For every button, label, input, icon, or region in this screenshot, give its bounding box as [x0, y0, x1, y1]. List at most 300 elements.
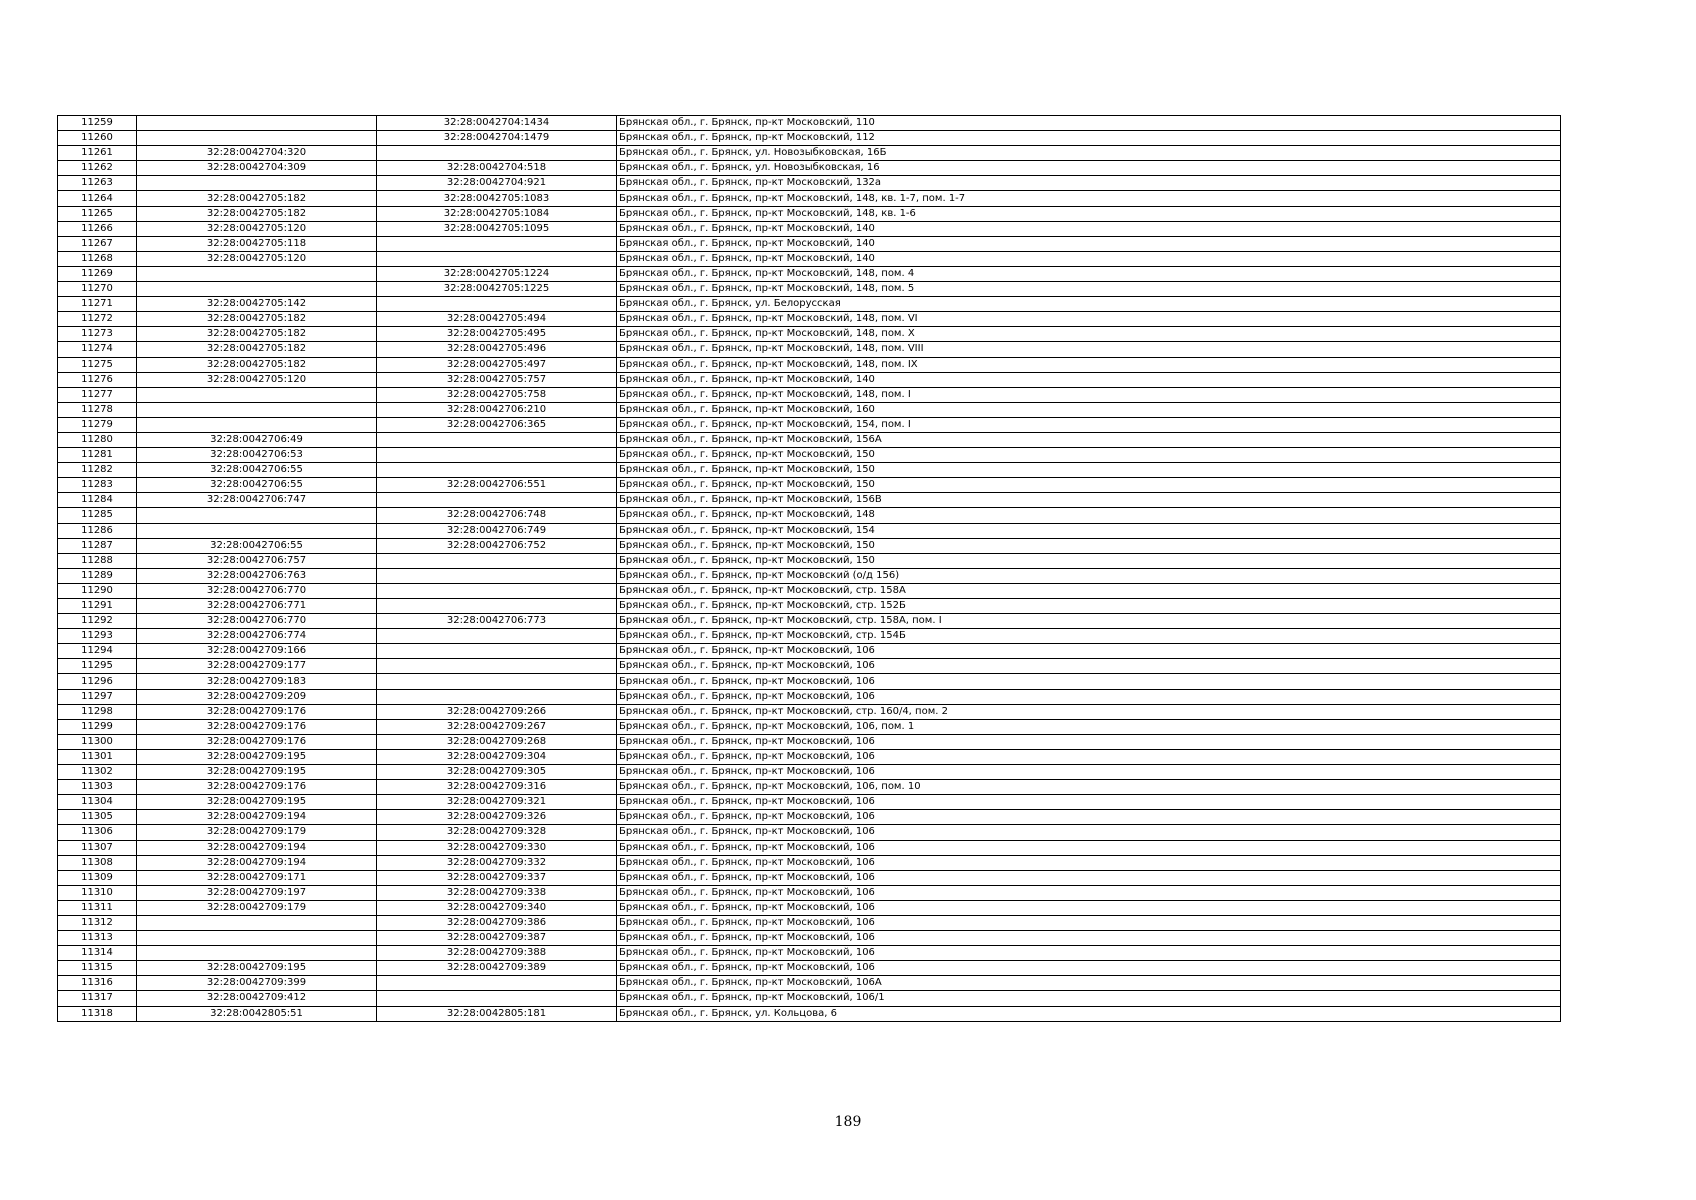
cadastral-number-cell: 32:28:0042705:497: [377, 357, 617, 372]
row-number-cell: 11288: [58, 553, 137, 568]
cadastral-number-cell: [377, 976, 617, 991]
parent-cadastral-number-cell: 32:28:0042706:763: [137, 568, 377, 583]
table-row: [58, 463, 1561, 478]
parent-cadastral-number-cell: 32:28:0042706:757: [137, 553, 377, 568]
address-cell: Брянская обл., г. Брянск, пр-кт Московский, 112: [617, 131, 1561, 146]
address-cell: Брянская обл., г. Брянск, ул. Белорусская: [617, 297, 1561, 312]
address-cell: Брянская обл., г. Брянск, пр-кт Московский, 148, пом. X: [617, 327, 1561, 342]
cadastral-number-cell: [377, 689, 617, 704]
table-row: [58, 674, 1561, 689]
cadastral-number-cell: 32:28:0042709:338: [377, 885, 617, 900]
parent-cadastral-number-cell: 32:28:0042705:182: [137, 312, 377, 327]
address-cell: Брянская обл., г. Брянск, пр-кт Московский, 150: [617, 538, 1561, 553]
address-cell: Брянская обл., г. Брянск, пр-кт Московский, 140: [617, 236, 1561, 251]
cadastral-number-cell: [377, 463, 617, 478]
parent-cadastral-number-cell: 32:28:0042706:55: [137, 538, 377, 553]
address-cell: Брянская обл., г. Брянск, пр-кт Московский, 148, кв. 1-7, пом. 1-7: [617, 191, 1561, 206]
parent-cadastral-number-cell: [137, 402, 377, 417]
row-number-cell: 11271: [58, 297, 137, 312]
address-cell: Брянская обл., г. Брянск, пр-кт Московский, 106: [617, 931, 1561, 946]
row-number-cell: 11287: [58, 538, 137, 553]
parent-cadastral-number-cell: 32:28:0042705:182: [137, 206, 377, 221]
cadastral-number-cell: 32:28:0042705:1225: [377, 282, 617, 297]
parent-cadastral-number-cell: 32:28:0042709:399: [137, 976, 377, 991]
address-cell: Брянская обл., г. Брянск, пр-кт Московский, 106: [617, 915, 1561, 930]
table-row: [58, 795, 1561, 810]
table-row: [58, 765, 1561, 780]
row-number-cell: 11260: [58, 131, 137, 146]
parent-cadastral-number-cell: [137, 931, 377, 946]
row-number-cell: 11316: [58, 976, 137, 991]
table-row: [58, 327, 1561, 342]
row-number-cell: 11267: [58, 236, 137, 251]
cadastral-number-cell: 32:28:0042709:389: [377, 961, 617, 976]
parent-cadastral-number-cell: 32:28:0042709:195: [137, 961, 377, 976]
address-cell: Брянская обл., г. Брянск, пр-кт Московский, 106А: [617, 976, 1561, 991]
address-cell: Брянская обл., г. Брянск, пр-кт Московский, 106, пом. 1: [617, 719, 1561, 734]
parent-cadastral-number-cell: [137, 915, 377, 930]
cadastral-number-cell: [377, 629, 617, 644]
table-row: [58, 749, 1561, 764]
table-row: [58, 583, 1561, 598]
row-number-cell: 11262: [58, 161, 137, 176]
row-number-cell: 11277: [58, 387, 137, 402]
table-row: [58, 357, 1561, 372]
row-number-cell: 11268: [58, 251, 137, 266]
table-row: [58, 614, 1561, 629]
row-number-cell: 11299: [58, 719, 137, 734]
address-cell: Брянская обл., г. Брянск, пр-кт Московский, 150: [617, 553, 1561, 568]
table-row: [58, 870, 1561, 885]
cadastral-number-cell: [377, 146, 617, 161]
address-cell: Брянская обл., г. Брянск, пр-кт Московский, 150: [617, 448, 1561, 463]
parent-cadastral-number-cell: 32:28:0042709:179: [137, 825, 377, 840]
address-cell: Брянская обл., г. Брянск, пр-кт Московский, стр. 160/4, пом. 2: [617, 704, 1561, 719]
address-cell: Брянская обл., г. Брянск, пр-кт Московский, 148, пом. I: [617, 387, 1561, 402]
table-row: [58, 297, 1561, 312]
row-number-cell: 11307: [58, 840, 137, 855]
cadastral-number-cell: 32:28:0042805:181: [377, 1006, 617, 1021]
cadastral-number-cell: 32:28:0042709:337: [377, 870, 617, 885]
address-cell: Брянская обл., г. Брянск, ул. Кольцова, 6: [617, 1006, 1561, 1021]
address-cell: Брянская обл., г. Брянск, пр-кт Московский, 148, пом. 4: [617, 266, 1561, 281]
row-number-cell: 11298: [58, 704, 137, 719]
row-number-cell: 11295: [58, 659, 137, 674]
row-number-cell: 11306: [58, 825, 137, 840]
table-row: [58, 734, 1561, 749]
table-row: [58, 387, 1561, 402]
table-row: [58, 342, 1561, 357]
table-row: [58, 840, 1561, 855]
cadastral-number-cell: [377, 493, 617, 508]
parent-cadastral-number-cell: [137, 176, 377, 191]
table-row: [58, 659, 1561, 674]
cadastral-number-cell: 32:28:0042705:757: [377, 372, 617, 387]
address-cell: Брянская обл., г. Брянск, пр-кт Московский, 106: [617, 689, 1561, 704]
parent-cadastral-number-cell: 32:28:0042805:51: [137, 1006, 377, 1021]
table-row: [58, 372, 1561, 387]
table-row: [58, 629, 1561, 644]
address-cell: Брянская обл., г. Брянск, пр-кт Московский (о/д 156): [617, 568, 1561, 583]
address-cell: Брянская обл., г. Брянск, пр-кт Московский, 106: [617, 900, 1561, 915]
address-cell: Брянская обл., г. Брянск, пр-кт Московский, 150: [617, 463, 1561, 478]
address-cell: Брянская обл., г. Брянск, пр-кт Московский, 140: [617, 221, 1561, 236]
row-number-cell: 11265: [58, 206, 137, 221]
cadastral-number-cell: 32:28:0042704:1434: [377, 116, 617, 131]
cadastral-number-cell: [377, 991, 617, 1006]
address-cell: Брянская обл., г. Брянск, пр-кт Московский, 148, пом. IX: [617, 357, 1561, 372]
cadastral-number-cell: 32:28:0042709:387: [377, 931, 617, 946]
row-number-cell: 11318: [58, 1006, 137, 1021]
table-row: [58, 855, 1561, 870]
row-number-cell: 11312: [58, 915, 137, 930]
table-row: [58, 976, 1561, 991]
address-cell: Брянская обл., г. Брянск, пр-кт Московский, 106: [617, 825, 1561, 840]
cadastral-number-cell: 32:28:0042705:1084: [377, 206, 617, 221]
cadastral-number-cell: 32:28:0042706:749: [377, 523, 617, 538]
table-row: [58, 991, 1561, 1006]
address-cell: Брянская обл., г. Брянск, пр-кт Московский, стр. 154Б: [617, 629, 1561, 644]
table-row: [58, 946, 1561, 961]
cadastral-number-cell: 32:28:0042705:494: [377, 312, 617, 327]
cadastral-number-cell: 32:28:0042706:365: [377, 417, 617, 432]
parent-cadastral-number-cell: 32:28:0042709:195: [137, 765, 377, 780]
table-row: [58, 508, 1561, 523]
table-row: [58, 538, 1561, 553]
parent-cadastral-number-cell: 32:28:0042709:166: [137, 644, 377, 659]
table-row: [58, 599, 1561, 614]
address-cell: Брянская обл., г. Брянск, пр-кт Московский, 106: [617, 765, 1561, 780]
table-row: [58, 644, 1561, 659]
cadastral-number-cell: 32:28:0042709:388: [377, 946, 617, 961]
table-row: [58, 568, 1561, 583]
row-number-cell: 11291: [58, 599, 137, 614]
parent-cadastral-number-cell: 32:28:0042709:176: [137, 719, 377, 734]
table-row: [58, 553, 1561, 568]
table-row: [58, 689, 1561, 704]
address-cell: Брянская обл., г. Брянск, ул. Новозыбковская, 16: [617, 161, 1561, 176]
address-cell: Брянская обл., г. Брянск, пр-кт Московский, 106: [617, 946, 1561, 961]
row-number-cell: 11266: [58, 221, 137, 236]
table-row: [58, 176, 1561, 191]
parent-cadastral-number-cell: 32:28:0042706:771: [137, 599, 377, 614]
parent-cadastral-number-cell: [137, 387, 377, 402]
parent-cadastral-number-cell: [137, 417, 377, 432]
parent-cadastral-number-cell: 32:28:0042705:182: [137, 342, 377, 357]
parent-cadastral-number-cell: 32:28:0042706:770: [137, 614, 377, 629]
table-row: [58, 116, 1561, 131]
row-number-cell: 11269: [58, 266, 137, 281]
address-cell: Брянская обл., г. Брянск, пр-кт Московский, 106, пом. 10: [617, 780, 1561, 795]
row-number-cell: 11286: [58, 523, 137, 538]
table-row: [58, 146, 1561, 161]
address-cell: Брянская обл., г. Брянск, пр-кт Московский, 106: [617, 734, 1561, 749]
cadastral-number-cell: 32:28:0042709:326: [377, 810, 617, 825]
row-number-cell: 11282: [58, 463, 137, 478]
cadastral-number-cell: [377, 644, 617, 659]
address-cell: Брянская обл., г. Брянск, пр-кт Московский, 140: [617, 251, 1561, 266]
address-cell: Брянская обл., г. Брянск, пр-кт Московский, 106: [617, 810, 1561, 825]
address-cell: Брянская обл., г. Брянск, пр-кт Московский, 156В: [617, 493, 1561, 508]
page-number: 189: [834, 1114, 862, 1130]
address-cell: Брянская обл., г. Брянск, пр-кт Московский, 148, пом. 5: [617, 282, 1561, 297]
row-number-cell: 11275: [58, 357, 137, 372]
cadastral-number-cell: 32:28:0042704:921: [377, 176, 617, 191]
row-number-cell: 11276: [58, 372, 137, 387]
parent-cadastral-number-cell: 32:28:0042705:118: [137, 236, 377, 251]
row-number-cell: 11297: [58, 689, 137, 704]
row-number-cell: 11278: [58, 402, 137, 417]
parent-cadastral-number-cell: 32:28:0042709:195: [137, 749, 377, 764]
parent-cadastral-number-cell: 32:28:0042706:774: [137, 629, 377, 644]
row-number-cell: 11293: [58, 629, 137, 644]
cadastral-number-cell: [377, 659, 617, 674]
parent-cadastral-number-cell: 32:28:0042705:120: [137, 221, 377, 236]
parent-cadastral-number-cell: 32:28:0042709:176: [137, 780, 377, 795]
parent-cadastral-number-cell: 32:28:0042706:55: [137, 463, 377, 478]
parent-cadastral-number-cell: [137, 116, 377, 131]
cadastral-number-cell: [377, 674, 617, 689]
parent-cadastral-number-cell: 32:28:0042709:194: [137, 855, 377, 870]
parent-cadastral-number-cell: 32:28:0042706:49: [137, 432, 377, 447]
row-number-cell: 11283: [58, 478, 137, 493]
row-number-cell: 11274: [58, 342, 137, 357]
row-number-cell: 11292: [58, 614, 137, 629]
parent-cadastral-number-cell: [137, 282, 377, 297]
row-number-cell: 11290: [58, 583, 137, 598]
row-number-cell: 11272: [58, 312, 137, 327]
cadastral-number-cell: 32:28:0042709:267: [377, 719, 617, 734]
row-number-cell: 11273: [58, 327, 137, 342]
address-cell: Брянская обл., г. Брянск, пр-кт Московский, 160: [617, 402, 1561, 417]
parent-cadastral-number-cell: 32:28:0042705:120: [137, 372, 377, 387]
cadastral-number-cell: [377, 599, 617, 614]
cadastral-number-cell: [377, 568, 617, 583]
row-number-cell: 11314: [58, 946, 137, 961]
address-cell: Брянская обл., г. Брянск, пр-кт Московский, 148: [617, 508, 1561, 523]
cadastral-number-cell: 32:28:0042709:266: [377, 704, 617, 719]
row-number-cell: 11309: [58, 870, 137, 885]
parent-cadastral-number-cell: 32:28:0042709:183: [137, 674, 377, 689]
row-number-cell: 11317: [58, 991, 137, 1006]
table-row: [58, 523, 1561, 538]
parent-cadastral-number-cell: [137, 508, 377, 523]
table-row: [58, 885, 1561, 900]
table-row: [58, 478, 1561, 493]
cadastral-number-cell: 32:28:0042705:495: [377, 327, 617, 342]
table-row: [58, 312, 1561, 327]
address-cell: Брянская обл., г. Брянск, пр-кт Московский, 106: [617, 674, 1561, 689]
parent-cadastral-number-cell: 32:28:0042709:195: [137, 795, 377, 810]
parent-cadastral-number-cell: 32:28:0042709:171: [137, 870, 377, 885]
table-row: [58, 191, 1561, 206]
cadastral-number-cell: 32:28:0042705:1224: [377, 266, 617, 281]
table-row: [58, 915, 1561, 930]
parent-cadastral-number-cell: 32:28:0042706:53: [137, 448, 377, 463]
parent-cadastral-number-cell: [137, 946, 377, 961]
row-number-cell: 11281: [58, 448, 137, 463]
address-cell: Брянская обл., г. Брянск, пр-кт Московский, 106: [617, 644, 1561, 659]
property-table: [57, 115, 1561, 1022]
address-cell: Брянская обл., г. Брянск, пр-кт Московский, 106: [617, 795, 1561, 810]
row-number-cell: 11270: [58, 282, 137, 297]
table-row: [58, 448, 1561, 463]
table-row: [58, 432, 1561, 447]
address-cell: Брянская обл., г. Брянск, пр-кт Московский, стр. 152Б: [617, 599, 1561, 614]
cadastral-number-cell: 32:28:0042709:316: [377, 780, 617, 795]
table-row: [58, 931, 1561, 946]
address-cell: Брянская обл., г. Брянск, пр-кт Московский, 154, пом. I: [617, 417, 1561, 432]
address-cell: Брянская обл., г. Брянск, пр-кт Московский, 132а: [617, 176, 1561, 191]
cadastral-number-cell: 32:28:0042709:340: [377, 900, 617, 915]
row-number-cell: 11279: [58, 417, 137, 432]
parent-cadastral-number-cell: 32:28:0042709:412: [137, 991, 377, 1006]
address-cell: Брянская обл., г. Брянск, пр-кт Московский, стр. 158А, пом. I: [617, 614, 1561, 629]
address-cell: Брянская обл., г. Брянск, пр-кт Московский, стр. 158А: [617, 583, 1561, 598]
parent-cadastral-number-cell: 32:28:0042709:197: [137, 885, 377, 900]
parent-cadastral-number-cell: 32:28:0042706:747: [137, 493, 377, 508]
table-row: [58, 221, 1561, 236]
table-row: [58, 266, 1561, 281]
table-row: [58, 780, 1561, 795]
address-cell: Брянская обл., г. Брянск, пр-кт Московский, 106: [617, 855, 1561, 870]
cadastral-number-cell: 32:28:0042709:328: [377, 825, 617, 840]
table-row: [58, 719, 1561, 734]
table-row: [58, 236, 1561, 251]
row-number-cell: 11261: [58, 146, 137, 161]
cadastral-number-cell: [377, 251, 617, 266]
row-number-cell: 11311: [58, 900, 137, 915]
row-number-cell: 11296: [58, 674, 137, 689]
parent-cadastral-number-cell: 32:28:0042709:177: [137, 659, 377, 674]
table-body: [58, 116, 1561, 1022]
address-cell: Брянская обл., г. Брянск, пр-кт Московский, 106: [617, 870, 1561, 885]
table-row: [58, 810, 1561, 825]
table-row: [58, 1006, 1561, 1021]
address-cell: Брянская обл., г. Брянск, пр-кт Московский, 148, пом. VI: [617, 312, 1561, 327]
table-row: [58, 402, 1561, 417]
cadastral-number-cell: 32:28:0042704:1479: [377, 131, 617, 146]
address-cell: Брянская обл., г. Брянск, пр-кт Московский, 106: [617, 749, 1561, 764]
address-cell: Брянская обл., г. Брянск, пр-кт Московский, 106: [617, 659, 1561, 674]
cadastral-number-cell: [377, 448, 617, 463]
address-cell: Брянская обл., г. Брянск, пр-кт Московский, 154: [617, 523, 1561, 538]
table-row: [58, 900, 1561, 915]
parent-cadastral-number-cell: 32:28:0042704:320: [137, 146, 377, 161]
cadastral-number-cell: 32:28:0042705:1083: [377, 191, 617, 206]
parent-cadastral-number-cell: 32:28:0042706:770: [137, 583, 377, 598]
address-cell: Брянская обл., г. Брянск, пр-кт Московский, 106: [617, 885, 1561, 900]
cadastral-number-cell: [377, 553, 617, 568]
cadastral-number-cell: 32:28:0042705:758: [377, 387, 617, 402]
row-number-cell: 11305: [58, 810, 137, 825]
table-row: [58, 251, 1561, 266]
cadastral-number-cell: 32:28:0042709:268: [377, 734, 617, 749]
address-cell: Брянская обл., г. Брянск, пр-кт Московский, 140: [617, 372, 1561, 387]
row-number-cell: 11285: [58, 508, 137, 523]
row-number-cell: 11310: [58, 885, 137, 900]
parent-cadastral-number-cell: [137, 266, 377, 281]
cadastral-number-cell: 32:28:0042706:551: [377, 478, 617, 493]
row-number-cell: 11264: [58, 191, 137, 206]
parent-cadastral-number-cell: 32:28:0042705:120: [137, 251, 377, 266]
parent-cadastral-number-cell: [137, 523, 377, 538]
cadastral-number-cell: 32:28:0042709:321: [377, 795, 617, 810]
parent-cadastral-number-cell: 32:28:0042709:179: [137, 900, 377, 915]
table-row: [58, 131, 1561, 146]
cadastral-number-cell: 32:28:0042706:752: [377, 538, 617, 553]
row-number-cell: 11308: [58, 855, 137, 870]
address-cell: Брянская обл., г. Брянск, пр-кт Московский, 148, пом. VIII: [617, 342, 1561, 357]
parent-cadastral-number-cell: 32:28:0042709:194: [137, 840, 377, 855]
row-number-cell: 11315: [58, 961, 137, 976]
cadastral-number-cell: 32:28:0042709:330: [377, 840, 617, 855]
row-number-cell: 11259: [58, 116, 137, 131]
address-cell: Брянская обл., г. Брянск, пр-кт Московский, 106: [617, 840, 1561, 855]
cadastral-number-cell: 32:28:0042706:748: [377, 508, 617, 523]
address-cell: Брянская обл., г. Брянск, пр-кт Московский, 150: [617, 478, 1561, 493]
row-number-cell: 11304: [58, 795, 137, 810]
cadastral-number-cell: 32:28:0042704:518: [377, 161, 617, 176]
table-row: [58, 825, 1561, 840]
address-cell: Брянская обл., г. Брянск, пр-кт Московский, 106: [617, 961, 1561, 976]
cadastral-number-cell: [377, 236, 617, 251]
row-number-cell: 11284: [58, 493, 137, 508]
cadastral-number-cell: 32:28:0042709:304: [377, 749, 617, 764]
table-row: [58, 417, 1561, 432]
parent-cadastral-number-cell: 32:28:0042704:309: [137, 161, 377, 176]
address-cell: Брянская обл., г. Брянск, пр-кт Московский, 148, кв. 1-6: [617, 206, 1561, 221]
row-number-cell: 11300: [58, 734, 137, 749]
row-number-cell: 11263: [58, 176, 137, 191]
cadastral-number-cell: 32:28:0042705:496: [377, 342, 617, 357]
parent-cadastral-number-cell: 32:28:0042706:55: [137, 478, 377, 493]
address-cell: Брянская обл., г. Брянск, ул. Новозыбковская, 16Б: [617, 146, 1561, 161]
parent-cadastral-number-cell: 32:28:0042705:182: [137, 357, 377, 372]
cadastral-number-cell: 32:28:0042709:386: [377, 915, 617, 930]
row-number-cell: 11303: [58, 780, 137, 795]
row-number-cell: 11289: [58, 568, 137, 583]
cadastral-number-cell: 32:28:0042706:773: [377, 614, 617, 629]
parent-cadastral-number-cell: [137, 131, 377, 146]
cadastral-number-cell: [377, 297, 617, 312]
table-row: [58, 961, 1561, 976]
row-number-cell: 11301: [58, 749, 137, 764]
parent-cadastral-number-cell: 32:28:0042709:176: [137, 704, 377, 719]
parent-cadastral-number-cell: 32:28:0042705:182: [137, 191, 377, 206]
parent-cadastral-number-cell: 32:28:0042709:194: [137, 810, 377, 825]
row-number-cell: 11313: [58, 931, 137, 946]
cadastral-number-cell: [377, 432, 617, 447]
table-row: [58, 704, 1561, 719]
cadastral-number-cell: [377, 583, 617, 598]
table-row: [58, 206, 1561, 221]
table-row: [58, 493, 1561, 508]
cadastral-number-cell: 32:28:0042709:305: [377, 765, 617, 780]
row-number-cell: 11294: [58, 644, 137, 659]
table-row: [58, 161, 1561, 176]
parent-cadastral-number-cell: 32:28:0042709:176: [137, 734, 377, 749]
row-number-cell: 11280: [58, 432, 137, 447]
cadastral-number-cell: 32:28:0042705:1095: [377, 221, 617, 236]
table-row: [58, 282, 1561, 297]
parent-cadastral-number-cell: 32:28:0042705:182: [137, 327, 377, 342]
address-cell: Брянская обл., г. Брянск, пр-кт Московский, 110: [617, 116, 1561, 131]
cadastral-number-cell: 32:28:0042706:210: [377, 402, 617, 417]
cadastral-number-cell: 32:28:0042709:332: [377, 855, 617, 870]
address-cell: Брянская обл., г. Брянск, пр-кт Московский, 106/1: [617, 991, 1561, 1006]
address-cell: Брянская обл., г. Брянск, пр-кт Московский, 156А: [617, 432, 1561, 447]
